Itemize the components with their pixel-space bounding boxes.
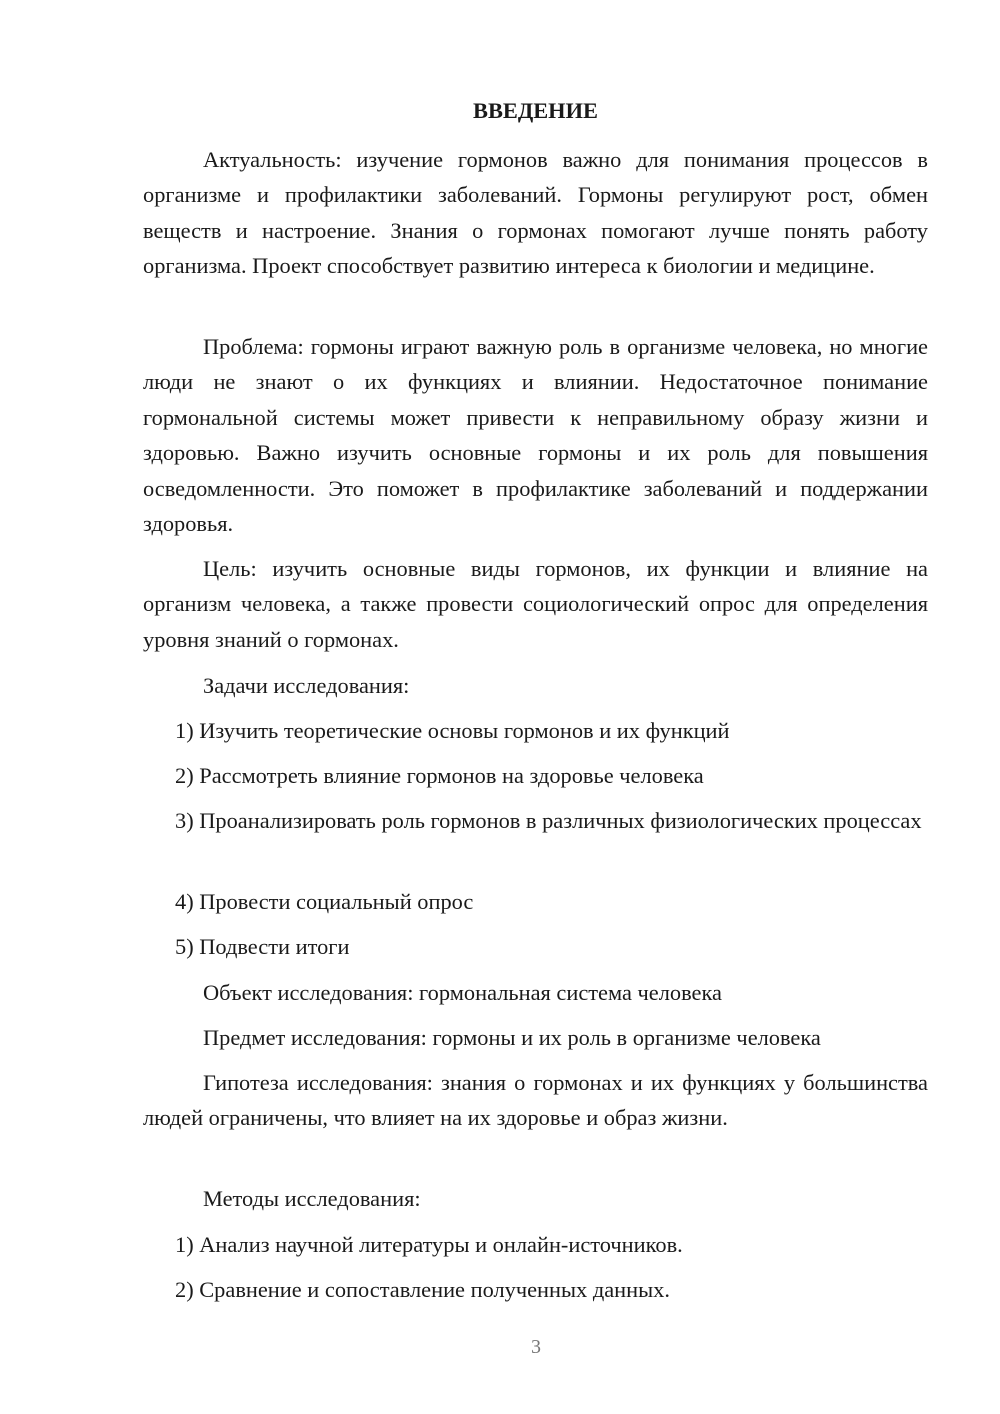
page-title: ВВЕДЕНИЕ — [473, 98, 598, 123]
task-item-5: 5) Подвести итоги — [175, 934, 350, 959]
tasks-heading: Задачи исследования: — [203, 673, 410, 698]
page-number: 3 — [531, 1336, 541, 1358]
subject-line: Предмет исследования: гормоны и их роль в организме человека — [203, 1025, 821, 1050]
task-item-2: 2) Рассмотреть влияние гормонов на здоровье человека — [175, 763, 704, 788]
goal-paragraph: Цель: изучить основные виды гормонов, их функции и влияние на организм человека, а также провести социологический опрос для определения уровня знаний о гормонах. — [143, 556, 928, 652]
object-line: Объект исследования: гормональная система человека — [203, 980, 722, 1005]
problem-paragraph: Проблема: гормоны играют важную роль в организме человека, но многие люди не знают о их функциях и влиянии. Недостаточное понимание гормональной системы может привести к неправильному образу жизни и здоровью. Важно изучить основные гормоны и их роль для повышения осведомленности. Это поможет в профилактике заболеваний и поддержании здоровья. — [143, 334, 928, 537]
hypothesis-paragraph: Гипотеза исследования: знания о гормонах и их функциях у большинства людей ограничены, что влияет на их здоровье и образ жизни. — [143, 1070, 928, 1131]
method-item-1: 1) Анализ научной литературы и онлайн-источников. — [175, 1232, 683, 1257]
methods-heading: Методы исследования: — [203, 1186, 421, 1211]
task-item-4: 4) Провести социальный опрос — [175, 889, 474, 914]
task-item-3: 3) Проанализировать роль гормонов в различных физиологических процессах — [175, 808, 922, 833]
relevance-paragraph: Актуальность: изучение гормонов важно для понимания процессов в организме и профилактики заболеваний. Гормоны регулируют рост, обмен веществ и настроение. Знания о гормонах помогают лучше понять работу организма. Проект способствует развитию интереса к биологии и медицине. — [143, 147, 928, 279]
task-item-1: 1) Изучить теоретические основы гормонов и их функций — [175, 718, 730, 743]
method-item-2: 2) Сравнение и сопоставление полученных данных. — [175, 1277, 670, 1302]
